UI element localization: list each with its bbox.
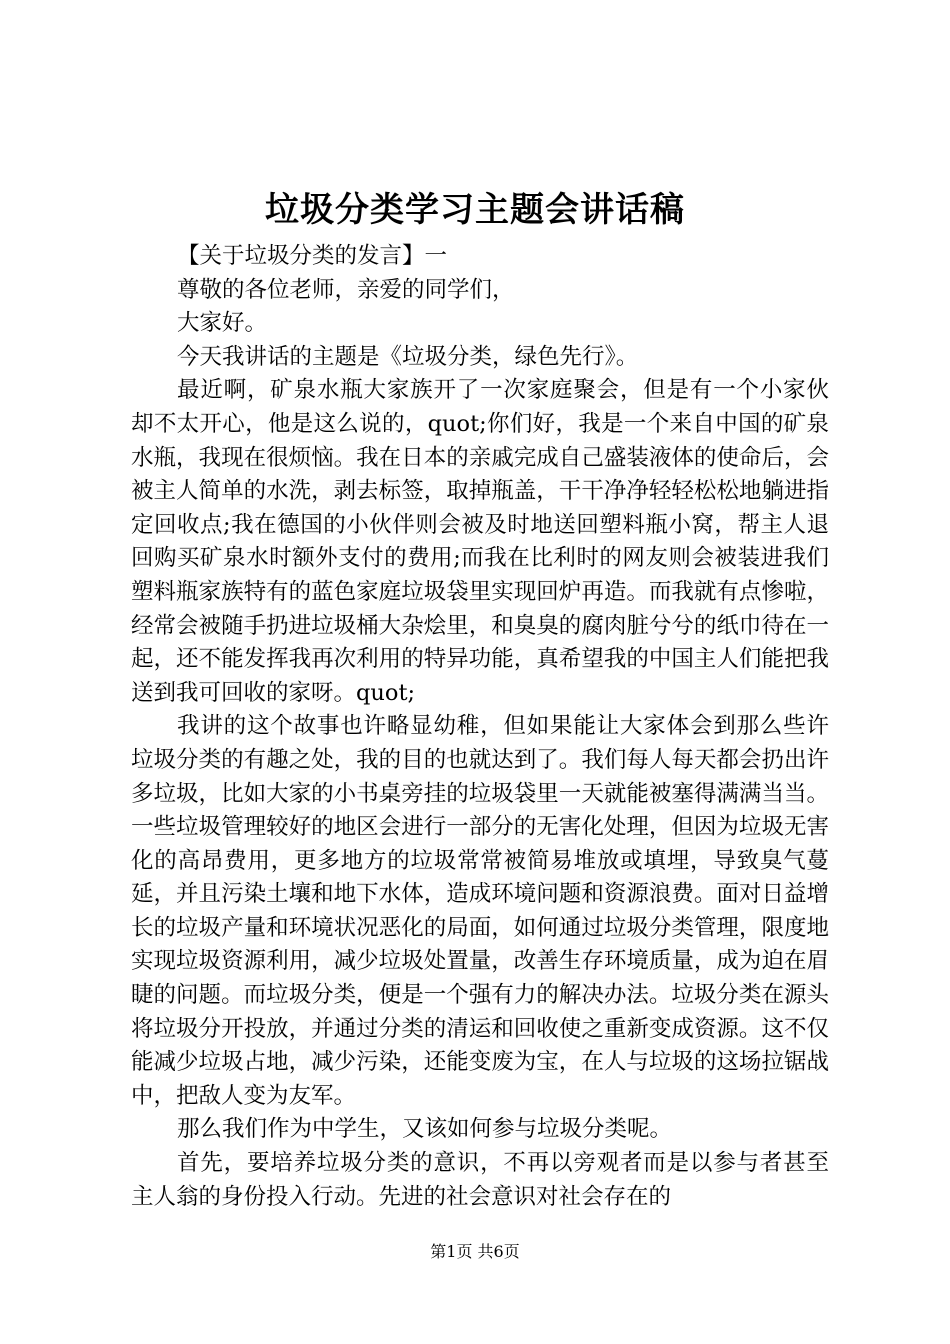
paragraph-question: 那么我们作为中学生，又该如何参与垃圾分类呢。 — [177, 1116, 673, 1143]
paragraph-greeting: 大家好。 — [177, 310, 268, 337]
page-footer: 第1页 共6页 — [430, 1242, 520, 1261]
paragraph-first-point: 首先，要培养垃圾分类的意识，不再以旁观者而是以参与者甚至主人翁的身份投入行动。先进的社会意识对社会存在的 — [131, 1150, 829, 1210]
paragraph-topic: 今天我讲话的主题是《垃圾分类，绿色先行》。 — [177, 343, 639, 370]
paragraph-heading: 【关于垃圾分类的发言】一 — [177, 243, 448, 269]
document-title: 垃圾分类学习主题会讲话稿 — [265, 190, 685, 230]
paragraph-salutation: 尊敬的各位老师，亲爱的同学们， — [177, 276, 515, 303]
paragraph-story: 最近啊，矿泉水瓶大家族开了一次家庭聚会，但是有一个小家伙却不太开心，他是这么说的，quot;你们好，我是一个来自中国的矿泉水瓶，我现在很烦恼。我在日本的亲戚完成自己盛装液体的使命后，会被主人简单的水洗，剥去标签，取掉瓶盖，干干净净轻轻松松地躺进指定回收点;我在德国的小伙伴则会被及时地送回塑料瓶小窝，帮主人退回购买矿泉水时额外支付的费用;而我在比利时的网友则会被装进我们塑料瓶家族特有的蓝色家庭垃圾袋里实现回炉再造。而我就有点惨啦，经常会被随手扔进垃圾桶大杂烩里，和臭臭的腐肉脏兮兮的纸巾待在一起，还不能发挥我再次利用的特异功能，真希望我的中国主人们能把我送到我可回收的家呀。quot; — [131, 377, 829, 706]
document-body — [131, 240, 829, 1214]
paragraph-reflection: 我讲的这个故事也许略显幼稚，但如果能让大家体会到那么些许垃圾分类的有趣之处，我的目的也就达到了。我们每人每天都会扔出许多垃圾，比如大家的小书桌旁挂的垃圾袋里一天就能被塞得满满当当。一些垃圾管理较好的地区会进行一部分的无害化处理，但因为垃圾无害化的高昂费用，更多地方的垃圾常常被简易堆放或填埋，导致臭气蔓延，并且污染土壤和地下水体，造成环境问题和资源浪费。面对日益增长的垃圾产量和环境状况恶化的局面，如何通过垃圾分类管理，限度地实现垃圾资源利用，减少垃圾处置量，改善生存环境质量，成为迫在眉睫的问题。而垃圾分类，便是一个强有力的解决办法。垃圾分类在源头将垃圾分开投放，并通过分类的清运和回收使之重新变成资源。这不仅能减少垃圾占地，减少污染，还能变废为宝，在人与垃圾的这场拉锯战中，把敌人变为友军。 — [131, 713, 829, 1109]
